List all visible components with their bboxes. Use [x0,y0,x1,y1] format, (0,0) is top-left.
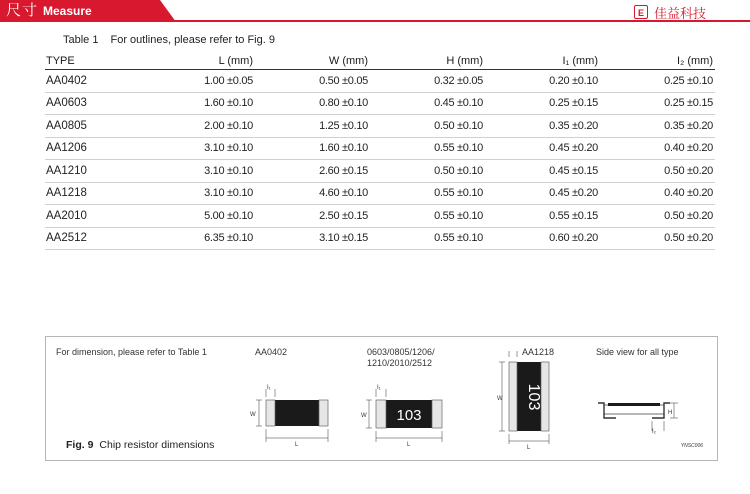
table-cell: AA0805 [45,115,140,138]
table-row [45,205,715,228]
table-cell: AA0402 [45,70,140,93]
table-row [45,70,715,93]
section-title-cn: 尺寸 [6,2,39,19]
brand [634,3,706,21]
table-cell: 0.45 ±0.20 [485,182,600,205]
header-bar [0,0,750,22]
table-cell: 1.25 ±0.10 [255,115,370,138]
figure-9 [45,336,718,461]
table-cell: 0.25 ±0.15 [485,92,600,115]
table-cell: 0.50 ±0.20 [600,205,715,228]
table-cell: 0.50 ±0.10 [370,115,485,138]
figure-intro: For dimension, please refer to Table 1 [56,347,207,357]
column-header-type: TYPE [45,52,140,70]
table-caption-label: Table 1 [63,34,99,46]
column-header-l: L (mm) [140,52,255,70]
dim-l-label: L [527,445,531,451]
table-cell: 0.45 ±0.10 [370,92,485,115]
table-cell: 0.55 ±0.10 [370,205,485,228]
brand-logo-icon: E [634,5,648,19]
label-aa0402: AA0402 [255,347,288,357]
chip-standard-drawing [361,385,442,448]
table-cell: 0.32 ±0.05 [370,70,485,93]
table-cell: 1.00 ±0.05 [140,70,255,93]
table-cell: 1.60 ±0.10 [140,92,255,115]
table-cell: 5.00 ±0.10 [140,205,255,228]
table-cell: 0.35 ±0.20 [485,115,600,138]
table-cell: 0.55 ±0.10 [370,182,485,205]
table-cell: AA2010 [45,205,140,228]
table-cell: 0.20 ±0.10 [485,70,600,93]
table-cell: 2.00 ±0.10 [140,115,255,138]
dim-w-label: W [250,412,256,418]
chip-marking: 103 [396,407,422,424]
table-cell: 0.25 ±0.15 [600,92,715,115]
table-cell: 0.80 ±0.10 [255,92,370,115]
table-cell: AA1206 [45,137,140,160]
table-row [45,115,715,138]
table-row [45,182,715,205]
table-cell: 0.35 ±0.20 [600,115,715,138]
section-title-en: Measure [43,4,92,18]
dim-w-label: W [361,413,367,419]
column-header-i2: I₂ (mm) [600,52,715,70]
dim-l-label: L [295,442,299,448]
table-cell: 0.40 ±0.20 [600,137,715,160]
label-multi-line2: 1210/2010/2512 [367,358,433,368]
table-caption [63,34,275,46]
table-cell: 0.25 ±0.10 [600,70,715,93]
side-view-drawing [598,403,678,435]
table-cell: 0.45 ±0.15 [485,160,600,183]
table-cell: 0.50 ±0.10 [370,160,485,183]
table-cell: 0.55 ±0.10 [370,137,485,160]
figure-caption-label: Fig. 9 [66,439,94,451]
chip-aa0402-drawing [250,385,328,448]
table-cell: 0.45 ±0.20 [485,137,600,160]
chip-aa1218-drawing [497,351,549,451]
table-header-row [45,52,715,70]
table-cell: AA1218 [45,182,140,205]
figure-caption [66,439,214,451]
table-cell: 0.55 ±0.15 [485,205,600,228]
table-caption-text: For outlines, please refer to Fig. 9 [110,34,275,46]
table-cell: 0.55 ±0.10 [370,227,485,250]
dim-i1-label: I₁ [377,385,381,391]
figure-caption-text: Chip resistor dimensions [99,439,215,451]
dim-l-label: L [407,442,411,448]
dim-i1-label: I₁ [267,385,271,391]
table-cell: 1.60 ±0.10 [255,137,370,160]
table-cell: 2.60 ±0.15 [255,160,370,183]
table-cell: 4.60 ±0.10 [255,182,370,205]
column-header-i1: I₁ (mm) [485,52,600,70]
dim-h-label: H [668,410,673,416]
chip-marking-rotated: 103 [525,383,542,411]
table-cell: 0.40 ±0.20 [600,182,715,205]
column-header-w: W (mm) [255,52,370,70]
table-cell: 3.10 ±0.10 [140,137,255,160]
table-cell: 2.50 ±0.15 [255,205,370,228]
dim-i2-label: I₂ [652,429,656,435]
column-header-h: H (mm) [370,52,485,70]
table-cell: 3.10 ±0.15 [255,227,370,250]
table-cell: AA1210 [45,160,140,183]
table-cell: AA2512 [45,227,140,250]
label-multi-line1: 0603/0805/1206/ [367,347,435,357]
table-row [45,92,715,115]
table-cell: 0.60 ±0.20 [485,227,600,250]
dimensions-table [45,52,715,250]
brand-name: 佳益科技 [653,5,706,21]
figure-code: YNSC006 [680,443,703,449]
table-cell: 3.10 ±0.10 [140,182,255,205]
section-title [6,0,92,22]
table-cell: AA0603 [45,92,140,115]
table-cell: 3.10 ±0.10 [140,160,255,183]
table-cell: 0.50 ±0.20 [600,160,715,183]
dim-w-label: W [497,396,503,402]
table-cell: 0.50 ±0.05 [255,70,370,93]
table-cell: 6.35 ±0.10 [140,227,255,250]
label-side-view: Side view for all type [596,347,679,357]
table-row [45,137,715,160]
table-row [45,227,715,250]
label-aa1218: AA1218 [522,347,555,357]
table-row [45,160,715,183]
table-cell: 0.50 ±0.20 [600,227,715,250]
